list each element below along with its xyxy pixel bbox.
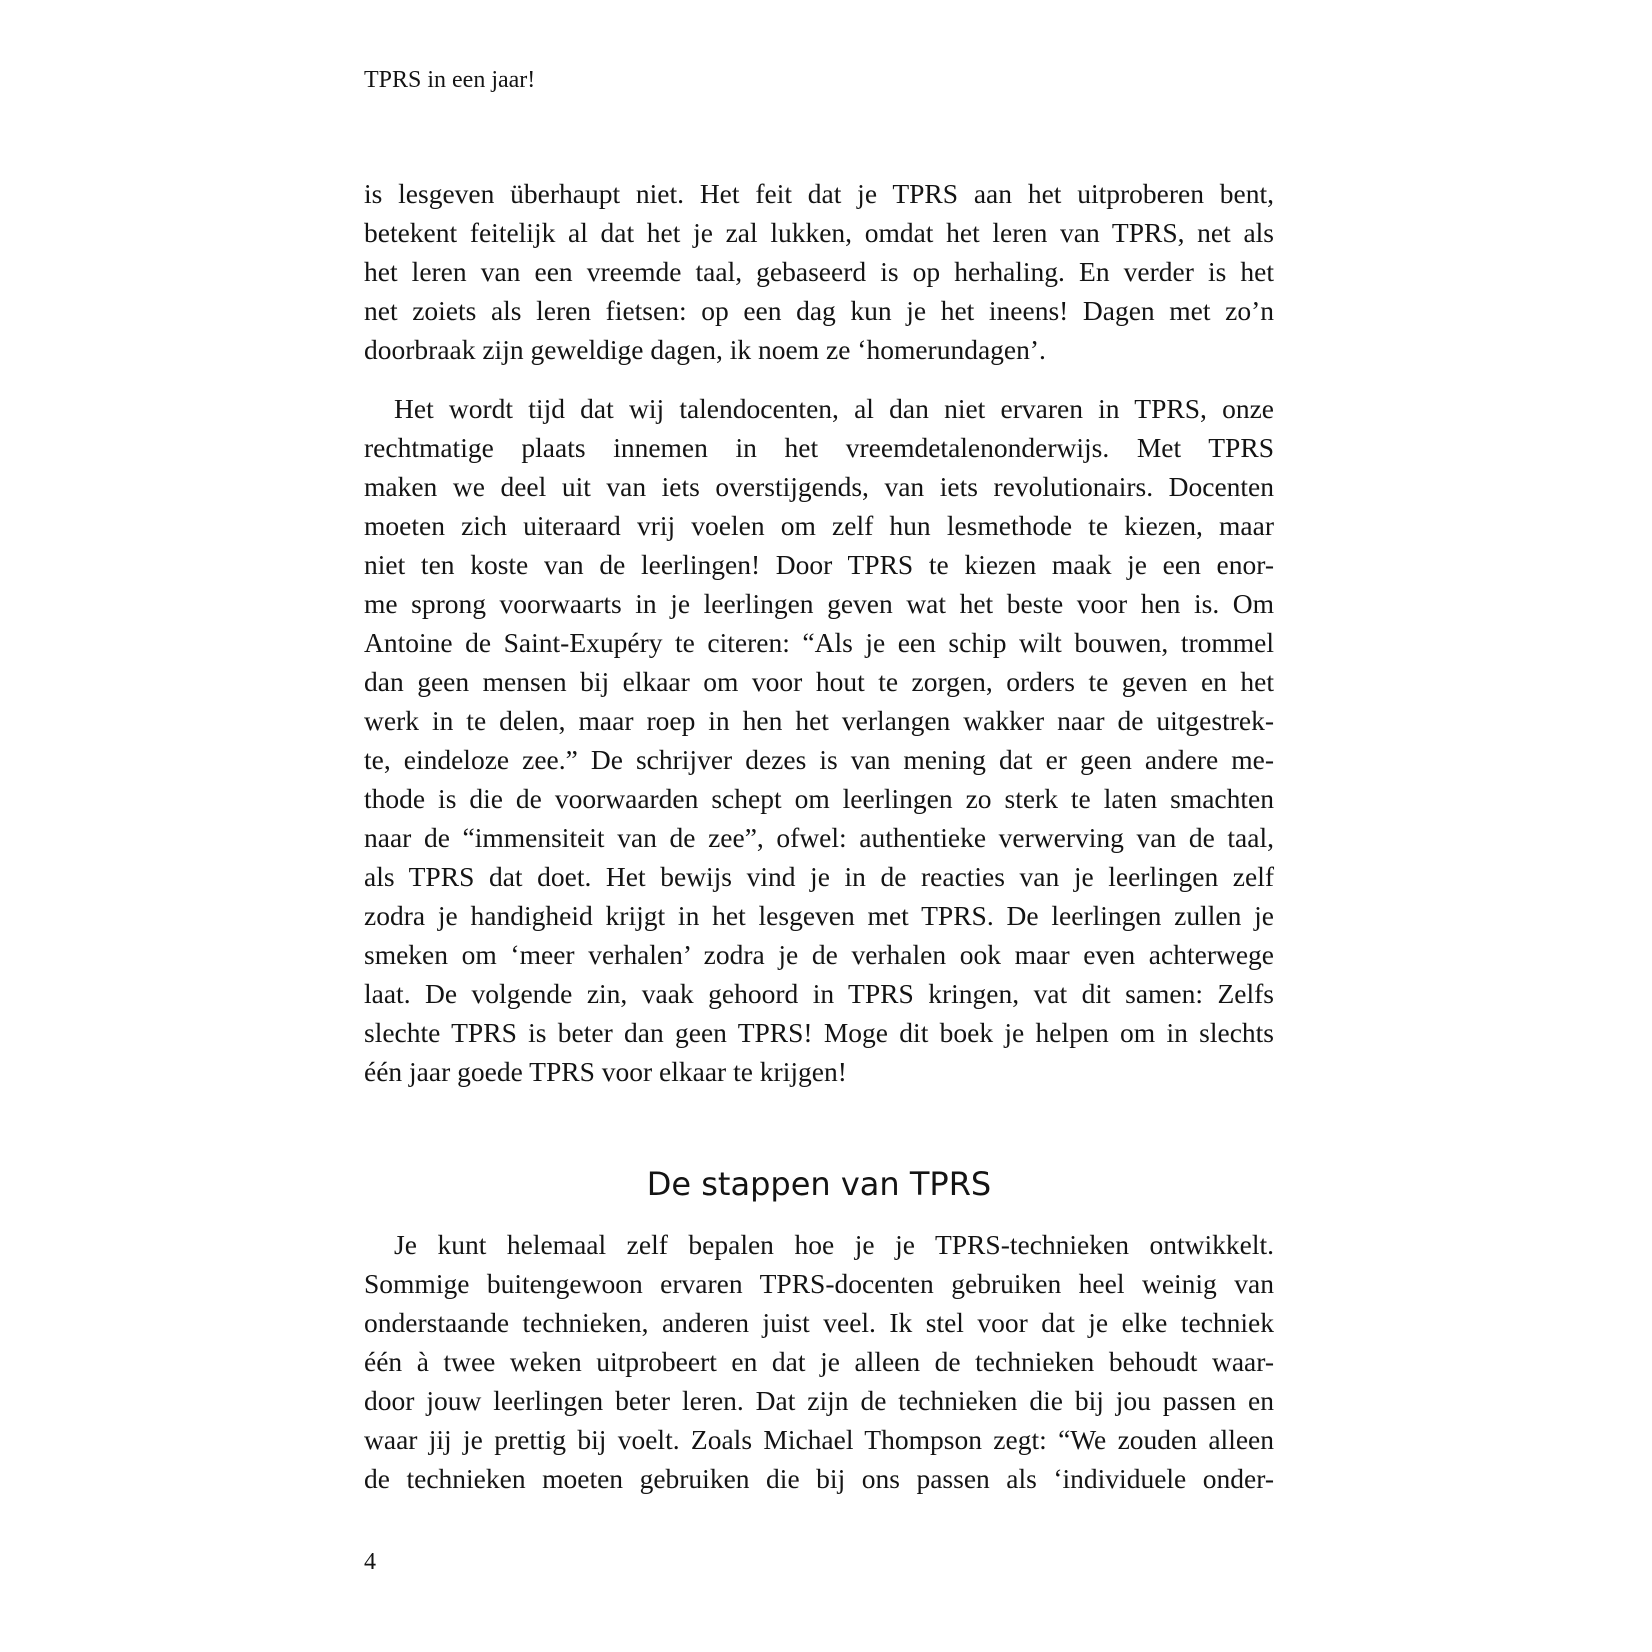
- text-line: betekent feitelijk al dat het je zal lukken, omdat het leren van TPRS, net als: [364, 217, 1274, 248]
- text-line: zodra je handigheid krijgt in het lesgeven met TPRS. De leerlingen zullen je: [364, 900, 1274, 931]
- text-line: Het wordt tijd dat wij talendocenten, al dan niet ervaren in TPRS, onze: [394, 393, 1274, 424]
- text-line: één jaar goede TPRS voor elkaar te krijgen!: [364, 1056, 847, 1087]
- text-line: waar jij je prettig bij voelt. Zoals Michael Thompson zegt: “We zouden alleen: [364, 1424, 1274, 1455]
- text-line: Sommige buitengewoon ervaren TPRS-docenten gebruiken heel weinig van: [364, 1268, 1274, 1299]
- text-line: door jouw leerlingen beter leren. Dat zijn de technieken die bij jou passen en: [364, 1385, 1274, 1416]
- text-line: dan geen mensen bij elkaar om voor hout te zorgen, orders te geven en het: [364, 666, 1274, 697]
- text-line: de technieken moeten gebruiken die bij ons passen als ‘individuele onder-: [364, 1463, 1274, 1494]
- text-line: rechtmatige plaats innemen in het vreemdetalenonderwijs. Met TPRS: [364, 432, 1274, 463]
- text-line: maken we deel uit van iets overstijgends, van iets revolutionairs. Docenten: [364, 471, 1274, 502]
- paragraph-tprs-plea: [364, 389, 1274, 1091]
- text-line: één à twee weken uitprobeert en dat je alleen de technieken behoudt waar-: [364, 1346, 1274, 1377]
- text-line: slechte TPRS is beter dan geen TPRS! Moge dit boek je helpen om in slechts: [364, 1017, 1274, 1048]
- text-line: Antoine de Saint-Exupéry te citeren: “Als je een schip wilt bouwen, trommel: [364, 627, 1274, 658]
- text-line: moeten zich uiteraard vrij voelen om zelf hun lesmethode te kiezen, maar: [364, 510, 1274, 541]
- text-line: Je kunt helemaal zelf bepalen hoe je je TPRS-technieken ontwikkelt.: [394, 1229, 1274, 1260]
- text-line: werk in te delen, maar roep in hen het verlangen wakker naar de uitgestrek-: [364, 705, 1274, 736]
- text-line: me sprong voorwaarts in je leerlingen geven wat het beste voor hen is. Om: [364, 588, 1274, 619]
- text-line: is lesgeven überhaupt niet. Het feit dat je TPRS aan het uitproberen bent,: [364, 178, 1274, 209]
- text-line: thode is die de voorwaarden schept om leerlingen zo sterk te laten smachten: [364, 783, 1274, 814]
- text-line: doorbraak zijn geweldige dagen, ik noem ze ‘homerundagen’.: [364, 334, 1046, 365]
- text-line: net zoiets als leren fietsen: op een dag kun je het ineens! Dagen met zo’n: [364, 295, 1274, 326]
- text-line: smeken om ‘meer verhalen’ zodra je de verhalen ook maar even achterwege: [364, 939, 1274, 970]
- text-line: naar de “immensiteit van de zee”, ofwel: authentieke verwerving van de taal,: [364, 822, 1274, 853]
- paragraph-stappen: [364, 1225, 1274, 1498]
- running-header: TPRS in een jaar!: [364, 67, 536, 93]
- section-heading: De stappen van TPRS: [646, 1165, 992, 1203]
- text-line: niet ten koste van de leerlingen! Door TPRS te kiezen maak je een enor-: [364, 549, 1274, 580]
- text-line: als TPRS dat doet. Het bewijs vind je in de reacties van je leerlingen zelf: [364, 861, 1274, 892]
- page-number: 4: [364, 1549, 376, 1575]
- text-line: het leren van een vreemde taal, gebaseerd is op herhaling. En verder is het: [364, 256, 1274, 287]
- text-line: laat. De volgende zin, vaak gehoord in TPRS kringen, vat dit samen: Zelfs: [364, 978, 1274, 1009]
- paragraph-continuation: [364, 174, 1274, 369]
- text-line: onderstaande technieken, anderen juist veel. Ik stel voor dat je elke techniek: [364, 1307, 1274, 1338]
- text-line: te, eindeloze zee.” De schrijver dezes is van mening dat er geen andere me-: [364, 744, 1274, 775]
